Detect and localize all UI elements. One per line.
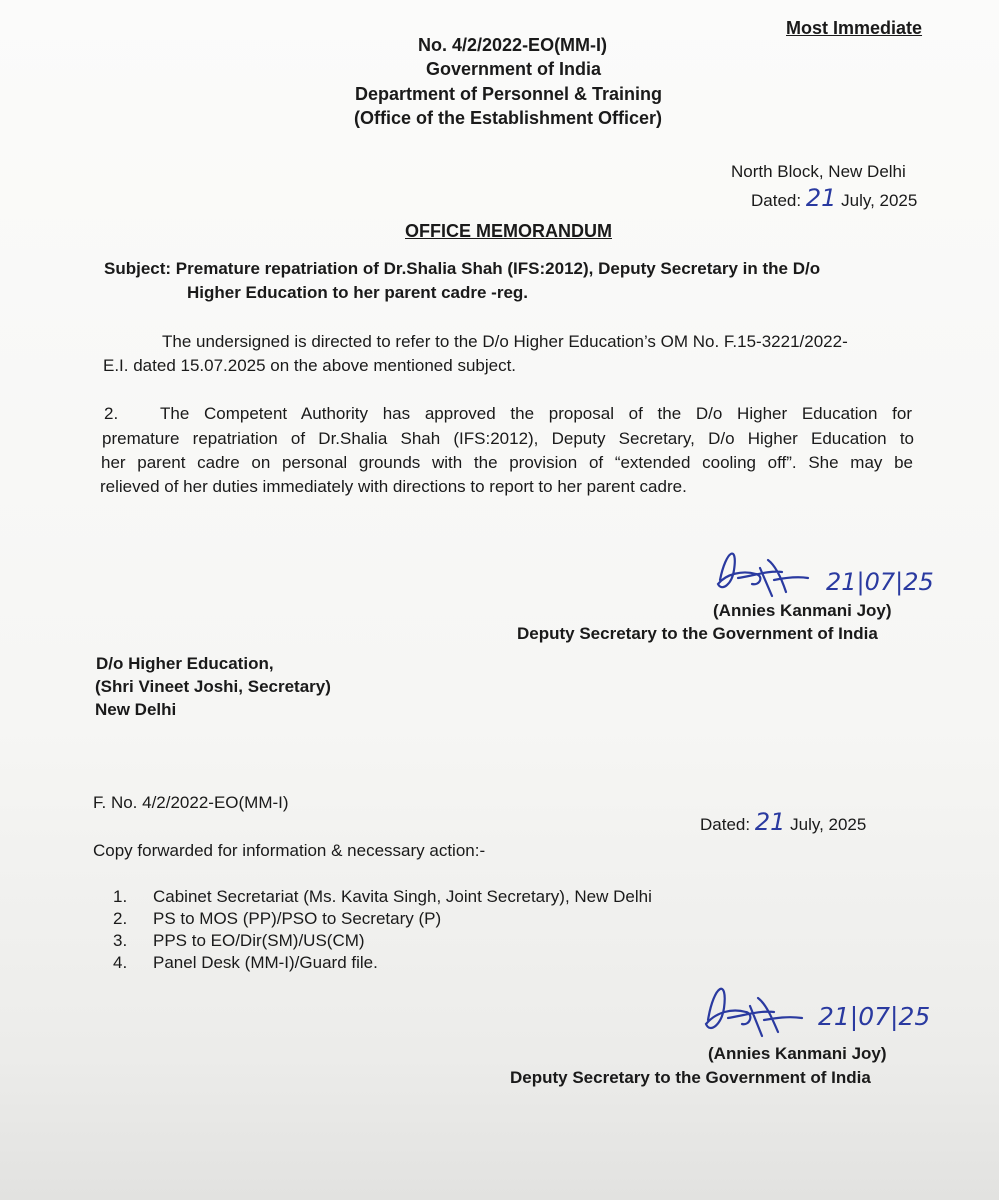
signature-2-date: 21|07|25 xyxy=(818,1002,931,1031)
signatory-2-designation: Deputy Secretary to the Government of India xyxy=(510,1068,871,1087)
file-number: No. 4/2/2022-EO(MM-I) xyxy=(418,35,608,55)
copy-list xyxy=(113,886,652,974)
signatory-1-designation: Deputy Secretary to the Government of India xyxy=(517,624,878,643)
copy-intro: Copy forwarded for information & necessary action:- xyxy=(93,841,486,860)
dated-month-year: July, 2025 xyxy=(841,191,918,210)
department-name: Department of Personnel & Training xyxy=(355,84,663,104)
copy-dated-label: Dated: xyxy=(700,815,751,834)
handwritten-day: 21 xyxy=(805,184,837,212)
list-item: 4. Panel Desk (MM-I)/Guard file. xyxy=(113,953,378,972)
priority-label: Most Immediate xyxy=(786,18,923,38)
list-item: 3. PPS to EO/Dir(SM)/US(CM) xyxy=(113,931,365,950)
place: North Block, New Delhi xyxy=(731,162,906,181)
dated-line xyxy=(751,184,917,212)
para2-number: 2. xyxy=(104,404,119,423)
addressee-line-3: New Delhi xyxy=(95,700,177,719)
para2-line1: The Competent Authority has approved the proposal of the D/o Higher Education for xyxy=(160,404,912,423)
list-item: 2. PS to MOS (PP)/PSO to Secretary (P) xyxy=(113,909,442,928)
subject-label: Subject: xyxy=(104,259,172,278)
signature-1 xyxy=(712,540,832,602)
signature-1-date: 21|07|25 xyxy=(826,568,934,596)
copy-dated-line xyxy=(700,808,866,836)
para2-line4: relieved of her duties immediately with directions to report to her parent cadre. xyxy=(100,477,687,496)
signature-scribble-icon xyxy=(700,976,825,1044)
addressee-line-2: (Shri Vineet Joshi, Secretary) xyxy=(95,677,331,696)
signature-2 xyxy=(700,976,825,1044)
addressee-line-1: D/o Higher Education, xyxy=(96,654,274,673)
subject-text-2: Higher Education to her parent cadre -reg. xyxy=(187,283,529,302)
copy-dated-month-year: July, 2025 xyxy=(790,815,867,834)
signature-scribble-icon xyxy=(712,540,832,602)
subject-line-1 xyxy=(104,259,820,279)
dated-label: Dated: xyxy=(751,191,802,210)
para2-line2: premature repatriation of Dr.Shalia Shah (IFS:2012), Deputy Secretary, D/o Higher Education to xyxy=(102,429,914,448)
para1-line1: The undersigned is directed to refer to the D/o Higher Education’s OM No. F.15-3221/2022- xyxy=(162,332,848,351)
list-item: 1. Cabinet Secretariat (Ms. Kavita Singh, Joint Secretary), New Delhi xyxy=(113,887,652,906)
signatory-2-name: (Annies Kanmani Joy) xyxy=(708,1044,887,1063)
copy-handwritten-day: 21 xyxy=(754,808,786,836)
government-name: Government of India xyxy=(426,59,602,79)
memo-title: OFFICE MEMORANDUM xyxy=(405,221,612,241)
signatory-1-name: (Annies Kanmani Joy) xyxy=(713,601,892,620)
para1-line2: E.I. dated 15.07.2025 on the above mentioned subject. xyxy=(103,356,517,375)
copy-file-number: F. No. 4/2/2022-EO(MM-I) xyxy=(93,793,289,812)
office-name: (Office of the Establishment Officer) xyxy=(354,108,663,128)
para2-line3: her parent cadre on personal grounds with the provision of “extended cooling off”. She may be xyxy=(101,453,913,472)
subject-text-1: Premature repatriation of Dr.Shalia Shah (IFS:2012), Deputy Secretary in the D/o xyxy=(175,259,821,278)
